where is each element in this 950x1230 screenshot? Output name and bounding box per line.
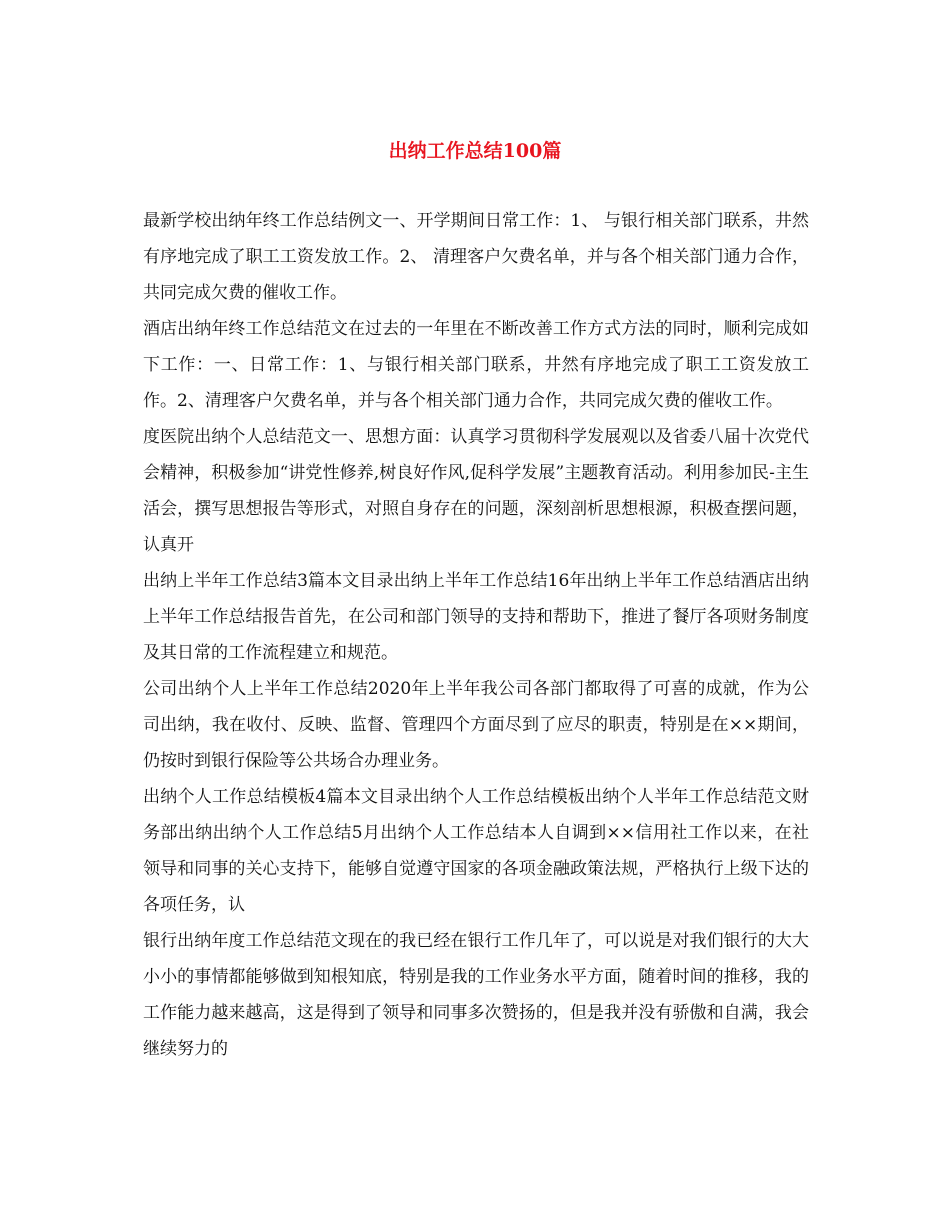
paragraph-3: 度医院出纳个人总结范文一、思想方面：认真学习贯彻科学发展观以及省委八届十次党代会精神，积极参加“讲党性修养,树良好作风,促科学发展”主题教育活动。利用参加民-主生活会，撰写思想报告等形式，对照自身存在的问题，深刻剖析思想根源，积极查摆问题，认真开 (143, 427, 809, 555)
paragraph-7: 银行出纳年度工作总结范文现在的我已经在银行工作几年了，可以说是对我们银行的大大小小的事情都能够做到知根知底，特别是我的工作业务水平方面，随着时间的推移，我的工作能力越来越高，这是得到了领导和同事多次赞扬的，但是我并没有骄傲和自满，我会继续努力的 (143, 931, 809, 1059)
paragraph-4: 出纳上半年工作总结3篇本文目录出纳上半年工作总结16年出纳上半年工作总结酒店出纳上半年工作总结报告首先，在公司和部门领导的支持和帮助下，推进了餐厅各项财务制度及其日常的工作流程建立和规范。 (143, 571, 809, 663)
paragraph-6: 出纳个人工作总结模板4篇本文目录出纳个人工作总结模板出纳个人半年工作总结范文财务部出纳出纳个人工作总结5月出纳个人工作总结本人自调到××信用社工作以来，在社领导和同事的关心支持下，能够自觉遵守国家的各项金融政策法规，严格执行上级下达的各项任务，认 (143, 787, 809, 915)
paragraph-2: 酒店出纳年终工作总结范文在过去的一年里在不断改善工作方式方法的同时，顺利完成如下工作：一、日常工作：1、与银行相关部门联系，井然有序地完成了职工工资发放工作。2、清理客户欠费名单，并与各个相关部门通力合作，共同完成欠费的催收工作。 (143, 319, 809, 411)
document-body (143, 203, 809, 1067)
paragraph-1: 最新学校出纳年终工作总结例文一、开学期间日常工作：1、 与银行相关部门联系，井然有序地完成了职工工资发放工作。2、 清理客户欠费名单，并与各个相关部门通力合作，共同完成欠费的催收工作。 (143, 211, 809, 303)
document-title: 出纳工作总结100篇 (388, 140, 562, 162)
paragraph-5: 公司出纳个人上半年工作总结2020年上半年我公司各部门都取得了可喜的成就，作为公司出纳，我在收付、反映、监督、管理四个方面尽到了应尽的职责，特别是在××期间，仍按时到银行保险等公共场合办理业务。 (143, 679, 809, 771)
